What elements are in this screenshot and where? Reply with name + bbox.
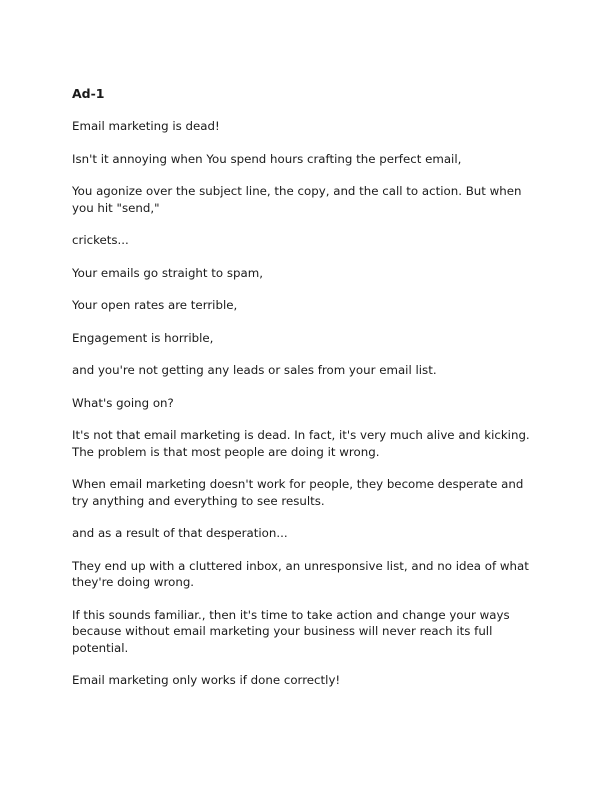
document-page xyxy=(72,86,540,705)
paragraph: Email marketing only works if done correctly! xyxy=(72,673,341,687)
paragraph: Isn't it annoying when You spend hours crafting the perfect email, xyxy=(72,151,462,166)
paragraph: It's not that email marketing is dead. In fact, it's very much alive and kicking. The problem is that most people are doing it wrong. xyxy=(72,428,530,459)
paragraph: If this sounds familiar., then it's time to take action and change your ways because without email marketing your business will never reach its full potential. xyxy=(72,607,510,655)
paragraph: and you're not getting any leads or sales from your email list. xyxy=(72,363,437,377)
paragraph: Email marketing is dead! xyxy=(72,119,220,133)
document-title: Ad-1 xyxy=(72,86,105,101)
paragraph: You agonize over the subject line, the copy, and the call to action. But when you hit "send," xyxy=(72,184,522,215)
paragraph: crickets... xyxy=(72,233,129,247)
paragraph: When email marketing doesn't work for people, they become desperate and try anything and everything to see results. xyxy=(72,477,524,508)
paragraph: Your open rates are terrible, xyxy=(72,298,238,312)
paragraph: What's going on? xyxy=(72,395,174,410)
paragraph: and as a result of that desperation... xyxy=(72,526,288,540)
paragraph: Your emails go straight to spam, xyxy=(72,265,263,280)
paragraph: They end up with a cluttered inbox, an unresponsive list, and no idea of what they're doing wrong. xyxy=(72,558,529,589)
paragraph: Engagement is horrible, xyxy=(72,330,214,345)
